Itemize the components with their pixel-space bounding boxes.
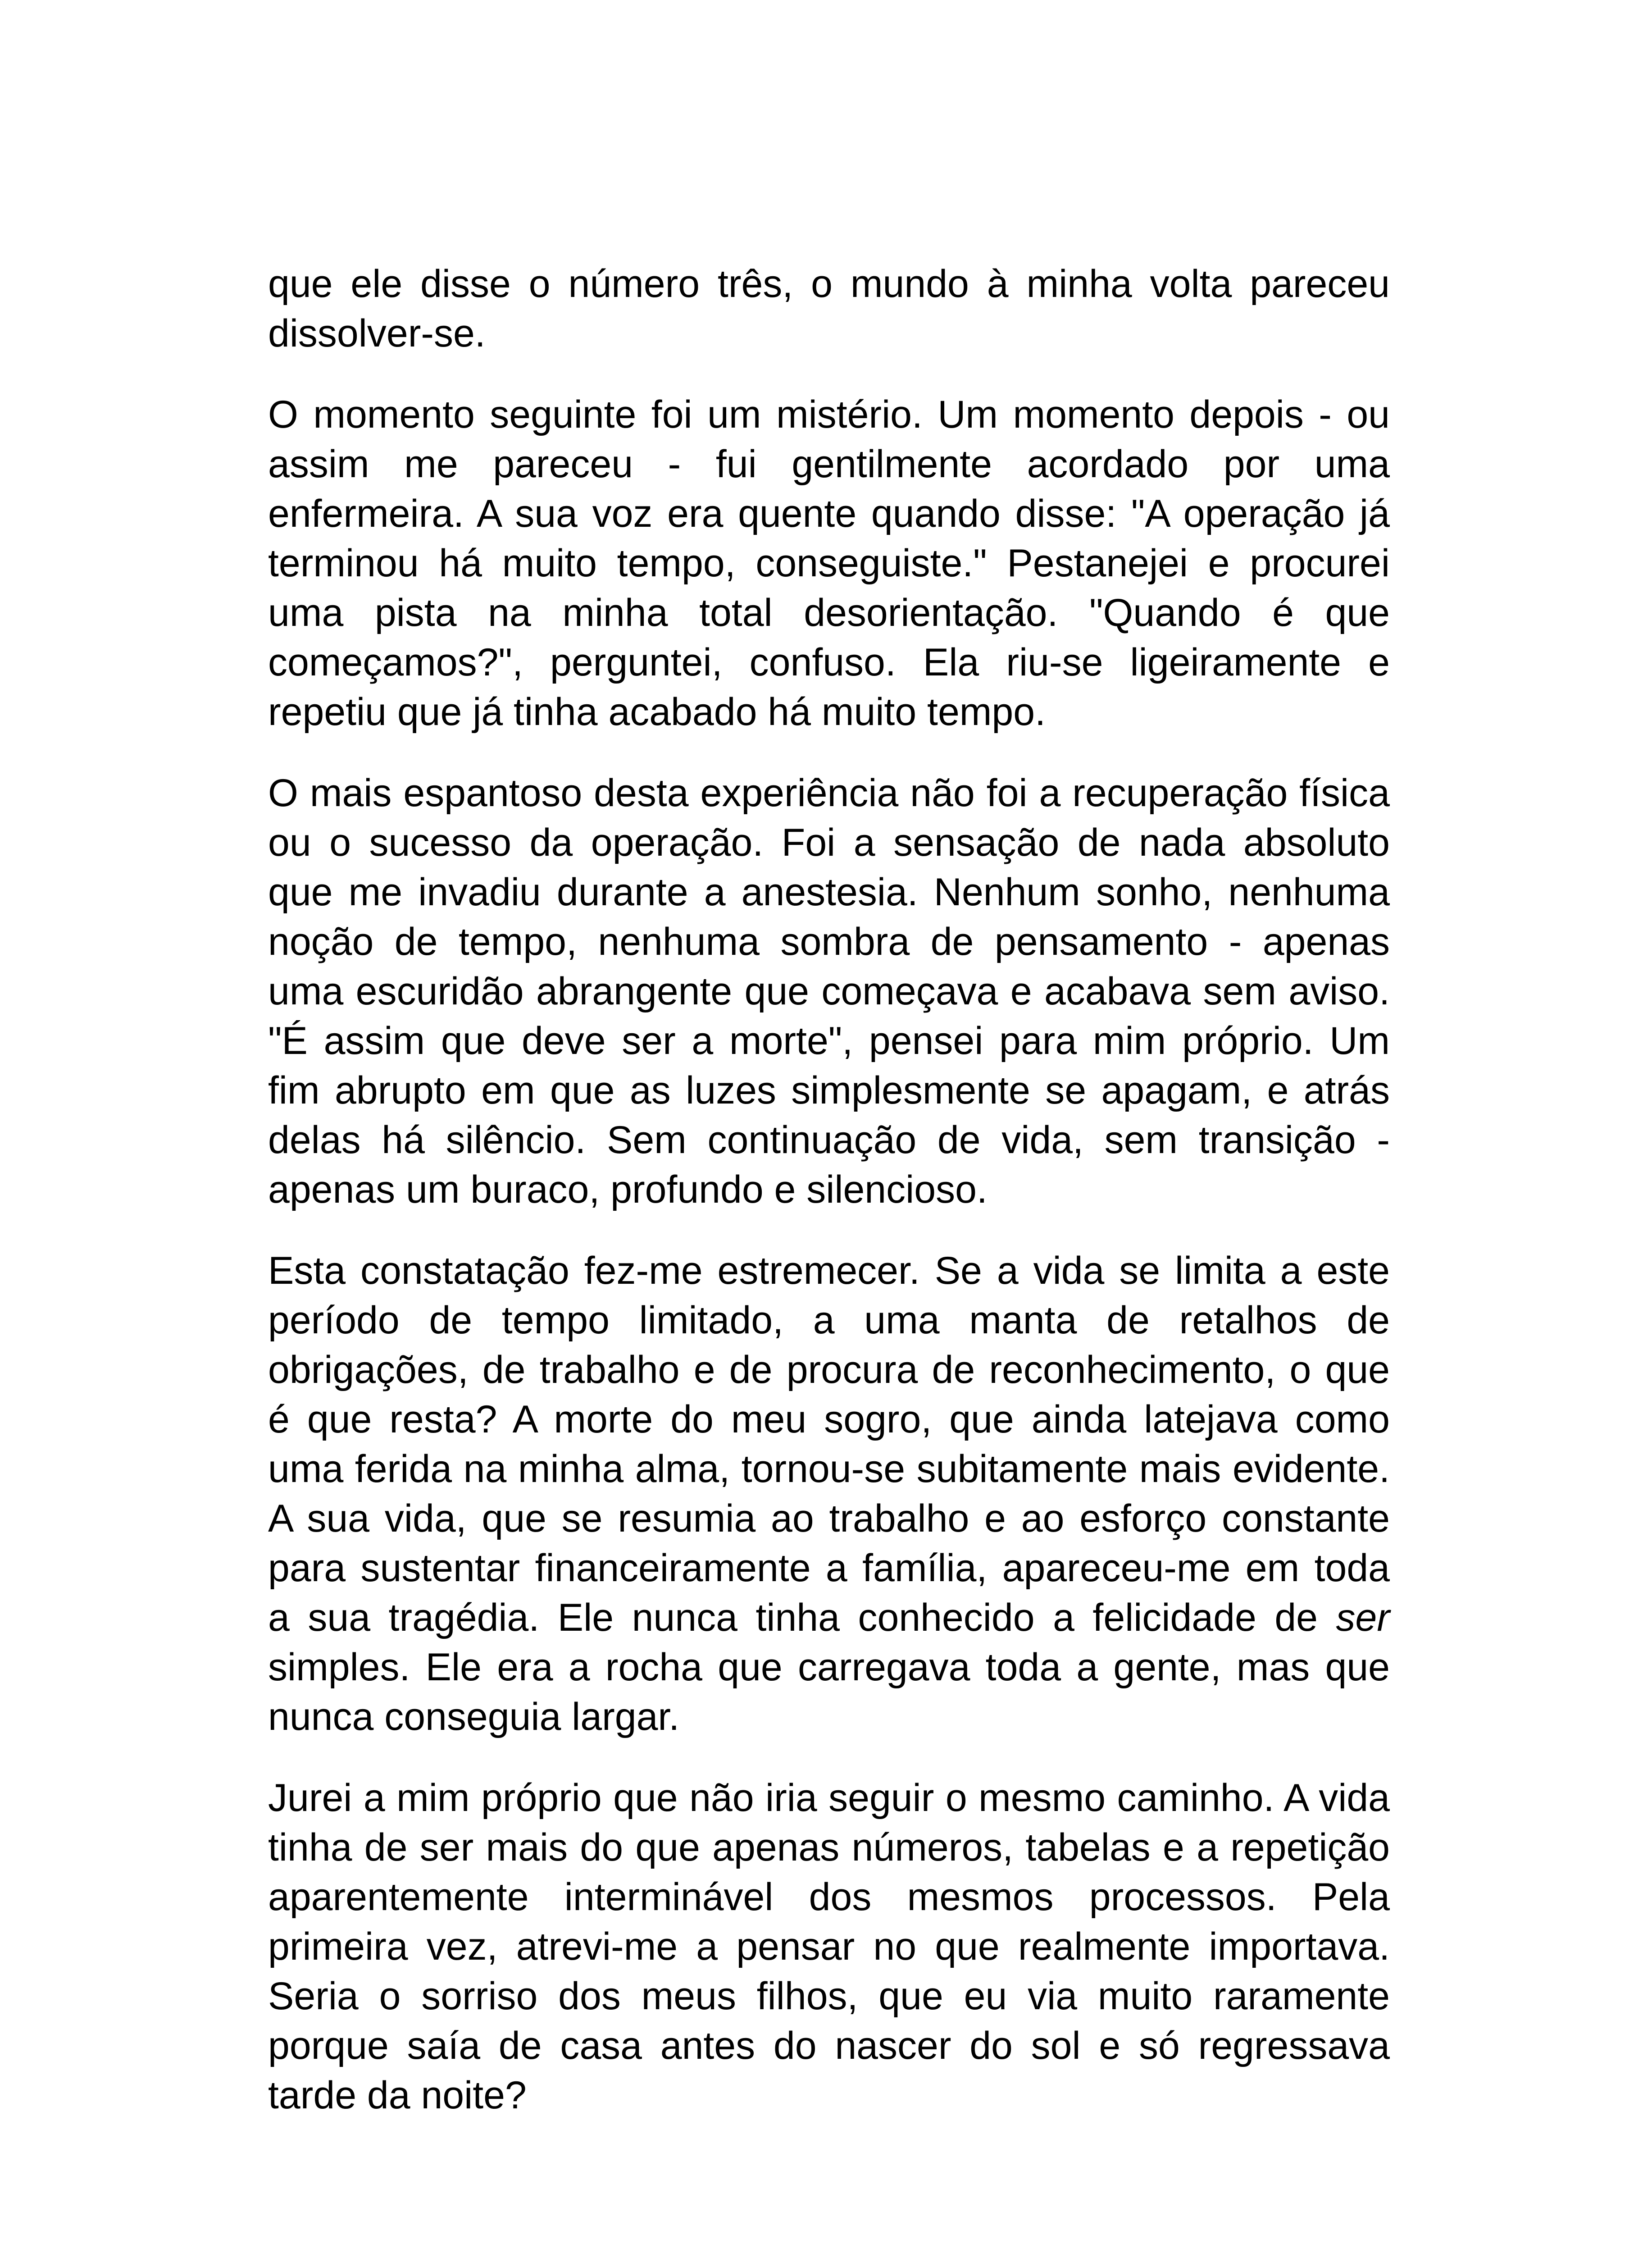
paragraph-4-text-start: Esta constatação fez-me estremecer. Se a vida se limita a este período de tempo limitado, a uma manta de retalhos de obrigações, de trabalho e de procura de reconhecimento, o que é que resta? A morte do meu sogro, que ainda latejava como uma ferida na minha alma, tornou-se subitamente mais evidente. A sua vida, que se resumia ao trabalho e ao esforço constante para sustentar financeiramente a família, apareceu-me em toda a sua tragédia. Ele nunca tinha conhecido a felicidade de — [268, 1249, 1390, 1639]
paragraph-3: O mais espantoso desta experiência não foi a recuperação física ou o sucesso da operação. Foi a sensação de nada absoluto que me invadiu durante a anestesia. Nenhum sonho, nenhuma noção de tempo, nenhuma sombra de pensamento - apenas uma escuridão abrangente que começava e acabava sem aviso. "É assim que deve ser a morte", pensei para mim próprio. Um fim abrupto em que as luzes simplesmente se apagam, e atrás delas há silêncio. Sem continuação de vida, sem transição - apenas um buraco, profundo e silencioso. — [268, 771, 1390, 1211]
paragraph-2: O momento seguinte foi um mistério. Um momento depois - ou assim me pareceu - fui gentilmente acordado por uma enfermeira. A sua voz era quente quando disse: "A operação já terminou há muito tempo, conseguiste." Pestanejei e procurei uma pista na minha total desorientação. "Quando é que começamos?", perguntei, confuso. Ela riu-se ligeiramente e repetiu que já tinha acabado há muito tempo. — [268, 393, 1390, 734]
paragraph-4 — [268, 1246, 1390, 1742]
paragraph-4-emphasis: ser — [1336, 1596, 1390, 1639]
body-text — [268, 259, 1390, 2120]
paragraph-5: Jurei a mim próprio que não iria seguir o mesmo caminho. A vida tinha de ser mais do que apenas números, tabelas e a repetição aparentemente interminável dos mesmos processos. Pela primeira vez, atrevi-me a pensar no que realmente importava. Seria o sorriso dos meus filhos, que eu via muito raramente porque saía de casa antes do nascer do sol e só regressava tarde da noite? — [268, 1776, 1390, 2117]
paragraph-1: que ele disse o número três, o mundo à minha volta pareceu dissolver-se. — [268, 262, 1390, 355]
paragraph-4-text-end: simples. Ele era a rocha que carregava toda a gente, mas que nunca conseguia largar. — [268, 1646, 1390, 1738]
